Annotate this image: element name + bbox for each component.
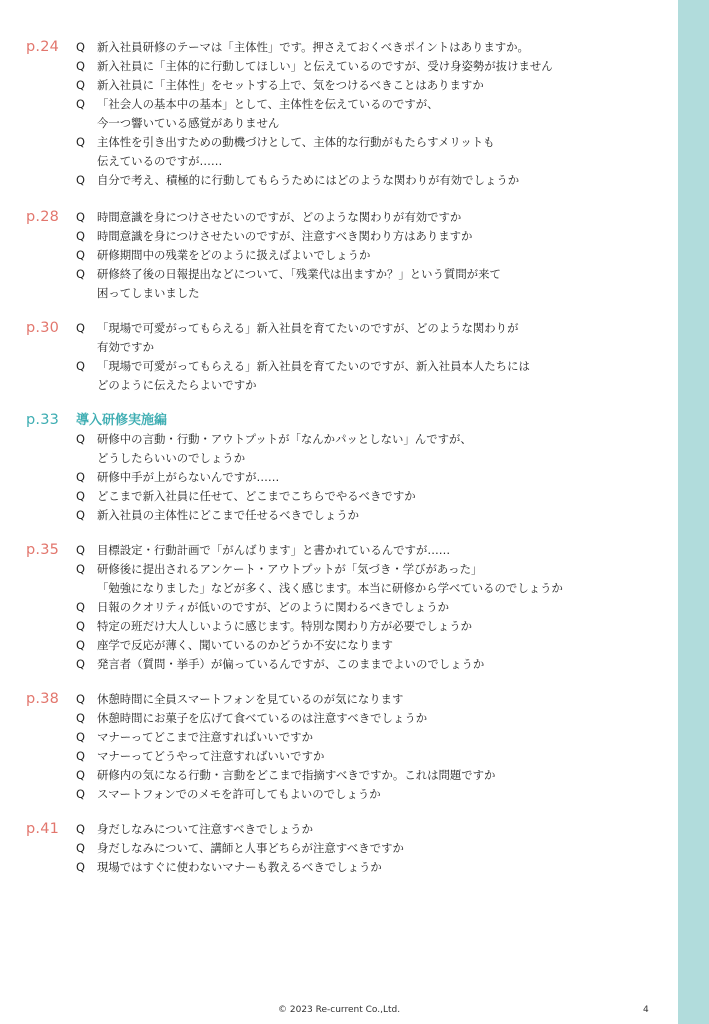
question-list	[76, 541, 671, 674]
faq-index	[26, 38, 671, 893]
side-color-band	[678, 0, 709, 1024]
question-item	[76, 265, 671, 303]
question-text: 休憩時間に全員スマートフォンを見ているのが気になります	[97, 692, 404, 706]
q-mark: Q	[76, 657, 85, 671]
q-mark: Q	[76, 600, 85, 614]
question-item	[76, 468, 671, 487]
page-reference: p.28	[26, 209, 60, 225]
question-text: 時間意識を身につけさせたいのですが、注意すべき関わり方はありますか	[97, 229, 473, 243]
page-reference: p.30	[26, 320, 60, 336]
question-list	[76, 319, 671, 395]
question-item	[76, 246, 671, 265]
question-text: 研修中手が上がらないんですが……	[97, 470, 280, 484]
q-mark: Q	[76, 619, 85, 633]
faq-section	[26, 319, 671, 395]
question-item	[76, 728, 671, 747]
question-item	[76, 617, 671, 636]
q-mark: Q	[76, 543, 85, 557]
question-item	[76, 820, 671, 839]
question-text: 研修中の言動・行動・アウトプットが「なんかパッとしない」んですが、 どうしたらいいのでしょうか	[97, 432, 472, 465]
page-number: 4	[643, 1005, 649, 1015]
q-mark: Q	[76, 173, 85, 187]
question-list	[76, 38, 671, 190]
question-text: 新入社員研修のテーマは「主体性」です。押さえておくべきポイントはありますか。	[97, 40, 529, 54]
q-mark: Q	[76, 97, 85, 111]
question-item	[76, 560, 671, 598]
q-mark: Q	[76, 135, 85, 149]
page-reference: p.35	[26, 542, 60, 558]
q-mark: Q	[76, 860, 85, 874]
question-text: 座学で反応が薄く、聞いているのかどうか不安になります	[97, 638, 393, 652]
page-reference: p.41	[26, 821, 60, 837]
question-item	[76, 171, 671, 190]
question-item	[76, 541, 671, 560]
question-item	[76, 839, 671, 858]
q-mark: Q	[76, 749, 85, 763]
question-item	[76, 357, 671, 395]
q-mark: Q	[76, 78, 85, 92]
question-item	[76, 95, 671, 133]
question-list	[76, 820, 671, 877]
q-mark: Q	[76, 321, 85, 335]
question-text: 身だしなみについて、講師と人事どちらが注意すべきですか	[97, 841, 404, 855]
q-mark: Q	[76, 248, 85, 262]
faq-section	[26, 208, 671, 303]
question-text: 発言者（質問・挙手）が偏っているんですが、このままでよいのでしょうか	[97, 657, 485, 671]
q-mark: Q	[76, 638, 85, 652]
question-item	[76, 227, 671, 246]
q-mark: Q	[76, 432, 85, 446]
section-subtitle: 導入研修実施編	[76, 413, 168, 428]
faq-section	[26, 690, 671, 804]
question-item	[76, 76, 671, 95]
question-list	[76, 690, 671, 804]
copyright: © 2023 Re-current Co.,Ltd.	[278, 1005, 401, 1015]
q-mark: Q	[76, 210, 85, 224]
question-item	[76, 858, 671, 877]
question-item	[76, 506, 671, 525]
question-text: どこまで新入社員に任せて、どこまでこちらでやるべきですか	[97, 489, 416, 503]
q-mark: Q	[76, 470, 85, 484]
question-item	[76, 785, 671, 804]
question-text: 研修終了後の日報提出などについて、「残業代は出ますか？」という質問が来て 困ってしまいました	[97, 267, 501, 300]
q-mark: Q	[76, 768, 85, 782]
q-mark: Q	[76, 359, 85, 373]
question-list	[76, 208, 671, 303]
q-mark: Q	[76, 40, 85, 54]
question-text: 自分で考え、積極的に行動してもらうためにはどのような関わりが有効でしょうか	[97, 173, 520, 187]
question-text: 休憩時間にお菓子を広げて食べているのは注意すべきでしょうか	[97, 711, 428, 725]
question-item	[76, 709, 671, 728]
faq-section	[26, 541, 671, 674]
question-text: マナーってどうやって注意すればいいですか	[97, 749, 325, 763]
q-mark: Q	[76, 267, 85, 281]
page-reference: p.38	[26, 691, 60, 707]
question-item	[76, 319, 671, 357]
q-mark: Q	[76, 692, 85, 706]
question-item	[76, 57, 671, 76]
question-item	[76, 598, 671, 617]
question-item	[76, 747, 671, 766]
q-mark: Q	[76, 711, 85, 725]
question-text: 新入社員の主体性にどこまで任せるべきでしょうか	[97, 508, 359, 522]
page-reference: p.24	[26, 39, 60, 55]
question-text: 特定の班だけ大人しいように感じます。特別な関わり方が必要でしょうか	[97, 619, 472, 633]
q-mark: Q	[76, 730, 85, 744]
question-item	[76, 655, 671, 674]
q-mark: Q	[76, 508, 85, 522]
question-text: 身だしなみについて注意すべきでしょうか	[97, 822, 313, 836]
faq-section	[26, 38, 671, 190]
q-mark: Q	[76, 787, 85, 801]
question-text: 研修期間中の残業をどのように扱えばよいでしょうか	[97, 248, 371, 262]
question-text: スマートフォンでのメモを許可してもよいのでしょうか	[97, 787, 381, 801]
question-text: 研修内の気になる行動・言動をどこまで指摘すべきですか。これは問題ですか	[97, 768, 496, 782]
q-mark: Q	[76, 562, 85, 576]
question-item	[76, 133, 671, 171]
q-mark: Q	[76, 841, 85, 855]
question-text: 主体性を引き出すための動機づけとして、主体的な行動がもたらすメリットも 伝えているのですが……	[97, 135, 495, 168]
question-text: 新入社員に「主体的に行動してほしい」と伝えているのですが、受け身姿勢が抜けません	[97, 59, 553, 73]
q-mark: Q	[76, 822, 85, 836]
question-text: 現場ではすぐに使わないマナーも教えるべきでしょうか	[97, 860, 382, 874]
question-text: 研修後に提出されるアンケート・アウトプットが「気づき・学びがあった」 「勉強になりました」などが多く、浅く感じます。本当に研修から学べているのでしょうか	[97, 562, 563, 595]
faq-section	[26, 820, 671, 877]
faq-section	[26, 411, 671, 525]
question-item	[76, 766, 671, 785]
question-text: 日報のクオリティが低いのですが、どのように関わるべきでしょうか	[97, 600, 449, 614]
question-item	[76, 38, 671, 57]
question-text: 時間意識を身につけさせたいのですが、どのような関わりが有効ですか	[97, 210, 462, 224]
question-text: 新入社員に「主体性」をセットする上で、気をつけるべきことはありますか	[97, 78, 484, 92]
question-list	[76, 430, 671, 525]
question-item	[76, 636, 671, 655]
q-mark: Q	[76, 489, 85, 503]
question-item	[76, 487, 671, 506]
question-text: 「現場で可愛がってもらえる」新入社員を育てたいのですが、新入社員本人たちには どのように伝えたらよいですか	[97, 359, 530, 392]
q-mark: Q	[76, 59, 85, 73]
question-text: 「現場で可愛がってもらえる」新入社員を育てたいのですが、どのような関わりが 有効ですか	[97, 321, 519, 354]
q-mark: Q	[76, 229, 85, 243]
question-text: 「社会人の基本中の基本」として、主体性を伝えているのですが、 今一つ響いている感覚がありません	[97, 97, 439, 130]
question-item	[76, 430, 671, 468]
question-item	[76, 208, 671, 227]
page-reference: p.33	[26, 412, 60, 428]
question-text: 目標設定・行動計画で「がんばります」と書かれているんですが……	[97, 543, 451, 557]
question-text: マナーってどこまで注意すればいいですか	[97, 730, 313, 744]
question-item	[76, 690, 671, 709]
